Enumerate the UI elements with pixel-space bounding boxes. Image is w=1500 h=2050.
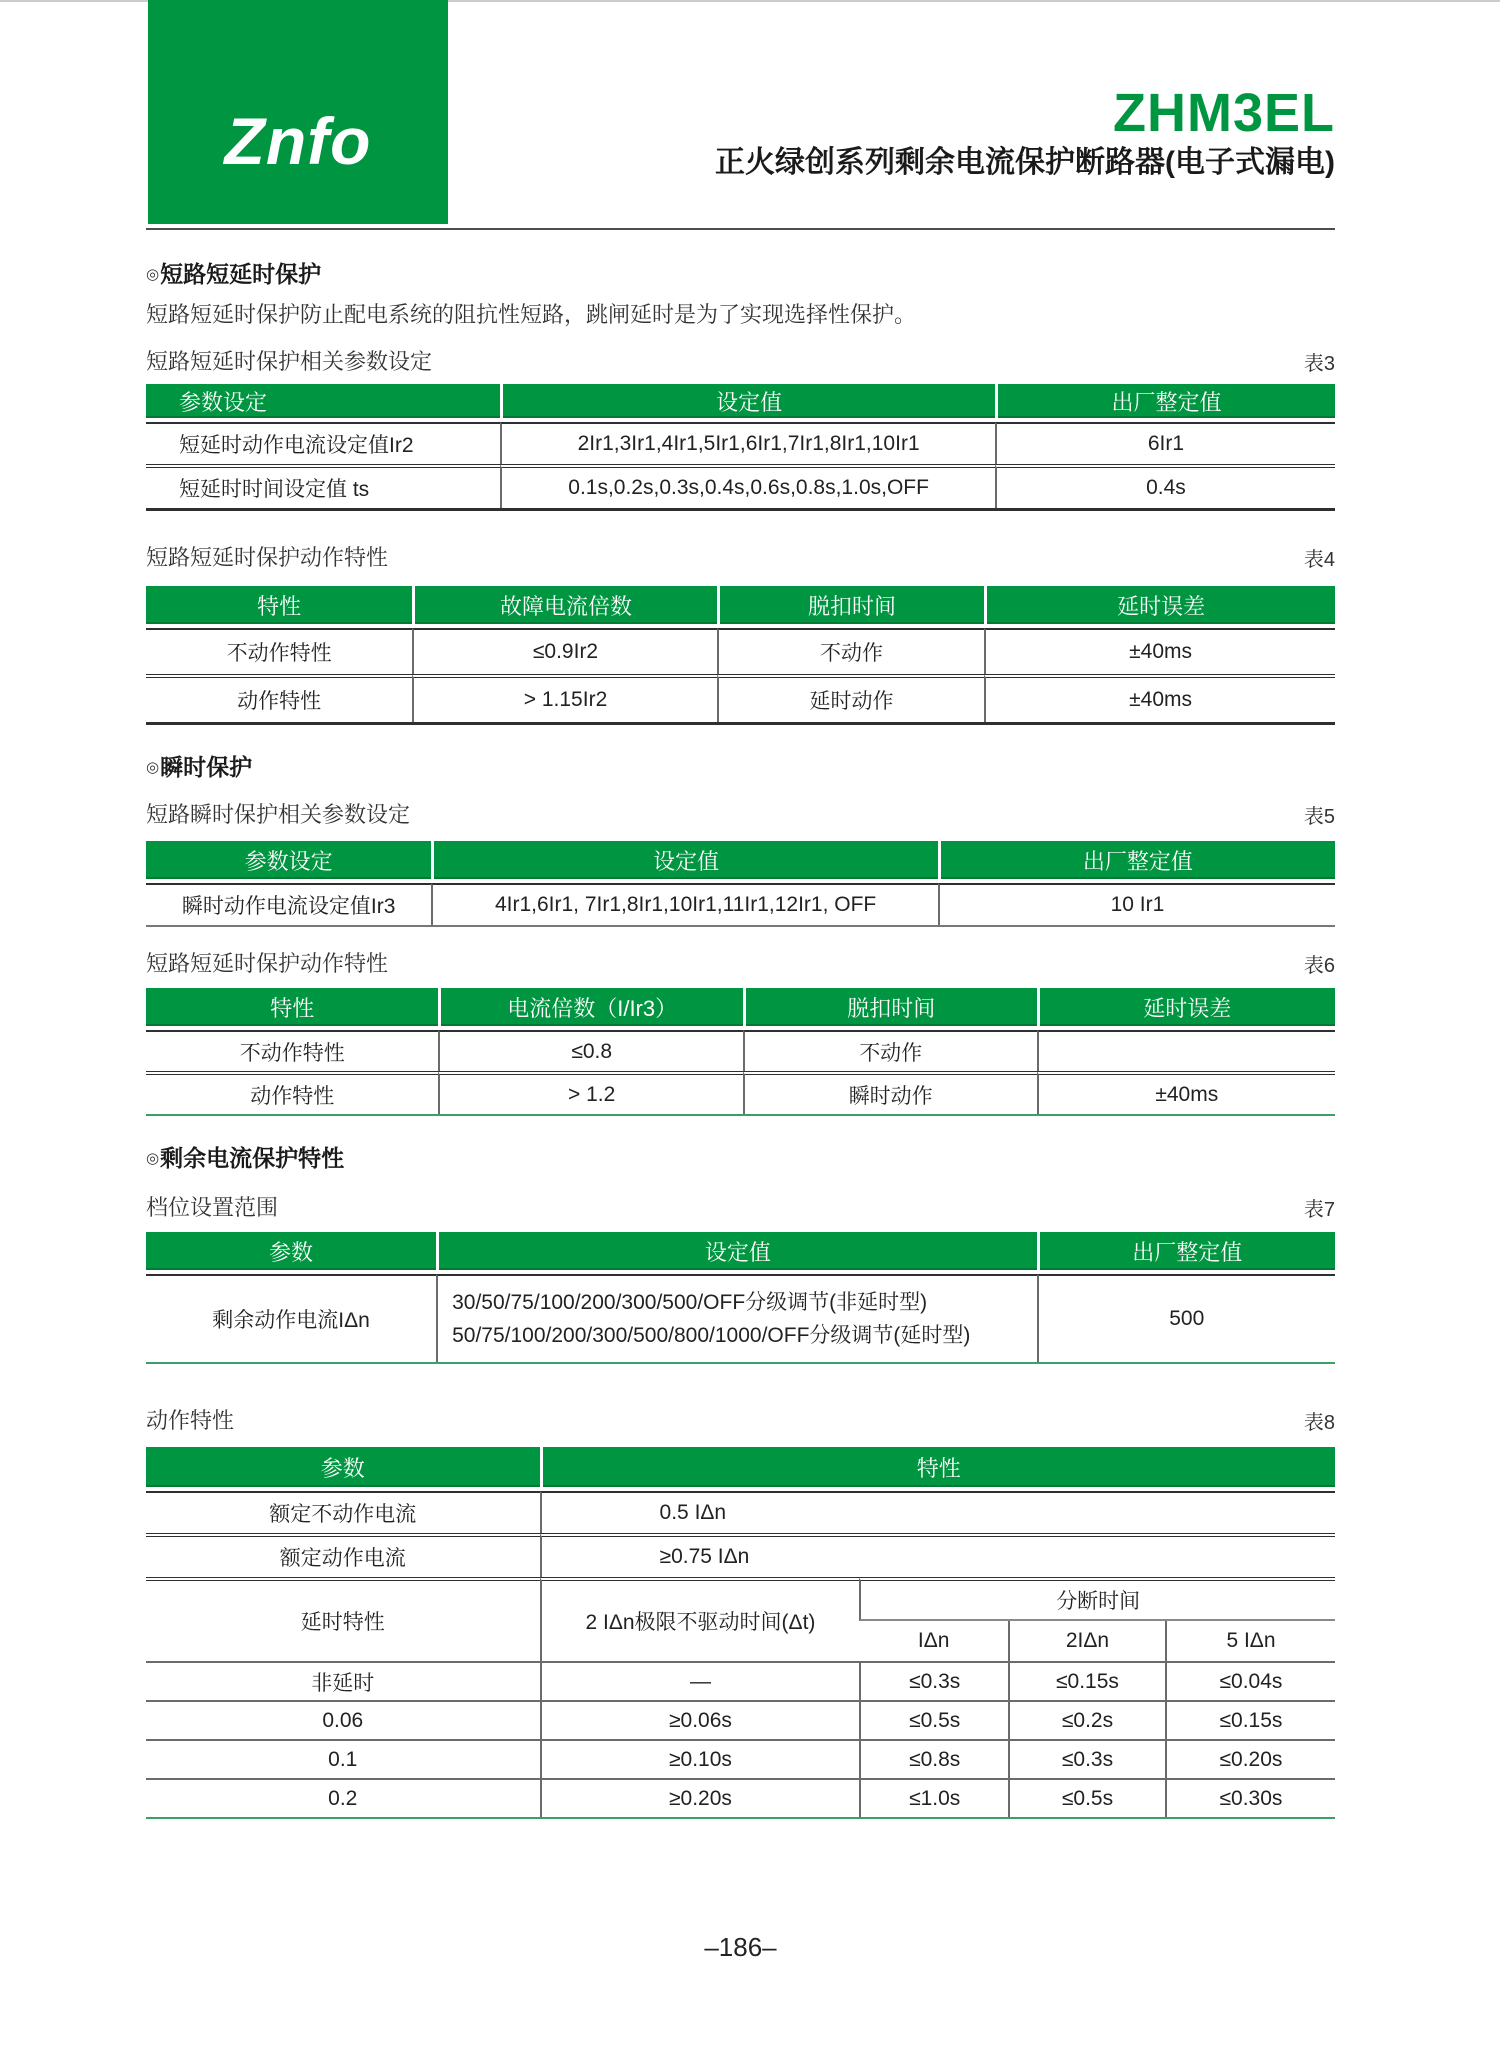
cell: ≤0.8 <box>438 1030 742 1071</box>
table-row <box>146 464 1335 508</box>
cell: ≤0.8s <box>859 1739 1008 1778</box>
brand-logo-text: Znfo <box>224 104 372 178</box>
cell <box>1037 1030 1335 1071</box>
section-heading-text: 短路短延时保护 <box>160 261 322 287</box>
header-cell: 设定值 <box>500 384 995 422</box>
table7-label: 档位设置范围 <box>146 1195 279 1220</box>
cell: 非延时 <box>146 1661 540 1700</box>
table4-tag: 表4 <box>1303 549 1335 571</box>
header-cell: 出厂整定值 <box>938 841 1335 883</box>
table-header-row <box>146 384 1335 422</box>
table-header-row <box>146 1447 1335 1491</box>
cell: 4Ir1,6Ir1, 7Ir1,8Ir1,10Ir1,11Ir1,12Ir1, OFF <box>431 883 938 925</box>
header-cell: 参数设定 <box>146 841 431 883</box>
cell: ≤0.15s <box>1165 1700 1335 1739</box>
header-cell: 设定值 <box>436 1232 1036 1274</box>
header-cell: 延时误差 <box>984 586 1335 628</box>
table-row <box>146 1491 1335 1533</box>
table7-tag: 表7 <box>1303 1199 1335 1221</box>
cell: 延时特性 <box>146 1577 540 1661</box>
table4-label-row <box>146 541 1335 572</box>
cell: 剩余动作电流IΔn <box>146 1274 436 1362</box>
brand-logo <box>148 0 448 224</box>
header-cell: 参数 <box>146 1232 436 1274</box>
table-row <box>146 1030 1335 1071</box>
table-header-row <box>146 1232 1335 1274</box>
cell: 0.5 IΔn <box>540 1491 1335 1533</box>
cell: 动作特性 <box>146 1071 438 1114</box>
table4-label: 短路短延时保护动作特性 <box>146 545 389 570</box>
cell: ≤0.15s <box>1008 1661 1165 1700</box>
table4-action-characteristics <box>146 586 1335 725</box>
cell: — <box>540 1661 860 1700</box>
cell: 短延时动作电流设定值Ir2 <box>146 422 500 464</box>
page-header <box>146 0 1335 230</box>
table-row <box>146 1071 1335 1114</box>
header-cell: 故障电流倍数 <box>412 586 716 628</box>
section-heading-short-delay <box>146 260 1335 289</box>
cell: 不动作特性 <box>146 1030 438 1071</box>
section-heading-text: 剩余电流保护特性 <box>160 1145 345 1171</box>
cell: 500 <box>1037 1274 1335 1362</box>
cell: ≤1.0s <box>859 1778 1008 1817</box>
table-row <box>146 1700 1335 1739</box>
cell: 6Ir1 <box>995 422 1335 464</box>
cell: 0.1 <box>146 1739 540 1778</box>
cell: 0.2 <box>146 1778 540 1817</box>
table5-tag: 表5 <box>1303 806 1335 828</box>
cell: 5 IΔn <box>1165 1621 1335 1661</box>
cell: 短延时时间设定值 ts <box>146 464 500 508</box>
bullet-icon: ◎ <box>146 266 160 283</box>
table-row <box>146 1778 1335 1817</box>
cell: 2Ir1,3Ir1,4Ir1,5Ir1,6Ir1,7Ir1,8Ir1,10Ir1 <box>500 422 995 464</box>
table-row <box>146 1661 1335 1700</box>
section-heading-text: 瞬时保护 <box>160 754 253 780</box>
cell: IΔn <box>859 1621 1008 1661</box>
table6-label: 短路短延时保护动作特性 <box>146 951 389 976</box>
table6-instant-characteristics <box>146 988 1335 1116</box>
bullet-icon: ◎ <box>146 1150 160 1167</box>
cell: ≥0.20s <box>540 1778 860 1817</box>
table5-label: 短路瞬时保护相关参数设定 <box>146 802 411 827</box>
header-cell: 出厂整定值 <box>995 384 1335 422</box>
cell: ≥0.75 IΔn <box>540 1533 1335 1577</box>
cell: 不动作 <box>717 628 985 674</box>
cell: 0.06 <box>146 1700 540 1739</box>
page-content <box>146 0 1335 1819</box>
cell: ≥0.10s <box>540 1739 860 1778</box>
table-header-row <box>146 988 1335 1030</box>
cell: 不动作 <box>743 1030 1037 1071</box>
table8-action-characteristics <box>146 1447 1335 1819</box>
table7-label-row <box>146 1191 1335 1222</box>
cell: > 1.15Ir2 <box>412 674 716 722</box>
table-row <box>146 628 1335 674</box>
setting-line-2: 50/75/100/200/300/500/800/1000/OFF分级调节(延时型) <box>452 1324 971 1347</box>
product-model-title: ZHM3EL <box>1113 83 1335 143</box>
header-cell: 特性 <box>146 586 412 628</box>
table-header-row <box>146 841 1335 883</box>
cell: ≤0.04s <box>1165 1661 1335 1700</box>
cell: 不动作特性 <box>146 628 412 674</box>
header-cell: 设定值 <box>431 841 938 883</box>
table8-label: 动作特性 <box>146 1408 235 1433</box>
cell: 瞬时动作电流设定值Ir3 <box>146 883 431 925</box>
table8-label-row <box>146 1404 1335 1435</box>
cell <box>436 1274 1036 1362</box>
cell: 10 Ir1 <box>938 883 1335 925</box>
table3-label-row <box>146 345 1335 376</box>
table-row <box>146 674 1335 722</box>
cell: ≤0.9Ir2 <box>412 628 716 674</box>
header-cell: 参数 <box>146 1447 540 1491</box>
setting-line-1: 30/50/75/100/200/300/500/OFF分级调节(非延时型) <box>452 1291 928 1314</box>
product-series-subtitle: 正火绿创系列剩余电流保护断路器(电子式漏电) <box>715 146 1335 179</box>
table3-label: 短路短延时保护相关参数设定 <box>146 349 433 374</box>
cell: ≤0.5s <box>859 1700 1008 1739</box>
cell: 2 IΔn极限不驱动时间(Δt) <box>540 1577 860 1661</box>
section-heading-instant <box>146 753 1335 782</box>
cell: 延时动作 <box>717 674 985 722</box>
section-description: 短路短延时保护防止配电系统的阻抗性短路，跳闸延时是为了实现选择性保护。 <box>146 302 917 327</box>
header-cell: 延时误差 <box>1037 988 1335 1030</box>
title-block <box>715 84 1335 184</box>
header-cell: 脱扣时间 <box>717 586 985 628</box>
header-cell: 参数设定 <box>146 384 500 422</box>
cell: 0.1s,0.2s,0.3s,0.4s,0.6s,0.8s,1.0s,OFF <box>500 464 995 508</box>
table5-instant-parameters <box>146 841 1335 927</box>
table3-parameters <box>146 384 1335 511</box>
cell: ≤0.3s <box>1008 1739 1165 1778</box>
cell: ≤0.2s <box>1008 1700 1165 1739</box>
table6-label-row <box>146 947 1335 978</box>
section-heading-residual <box>146 1144 1335 1173</box>
bullet-icon: ◎ <box>146 759 160 776</box>
table-row <box>146 883 1335 925</box>
cell: ≤0.3s <box>859 1661 1008 1700</box>
cell: ≤0.30s <box>1165 1778 1335 1817</box>
cell: 额定动作电流 <box>146 1533 540 1577</box>
table-header-row <box>146 586 1335 628</box>
header-cell: 特性 <box>540 1447 1335 1491</box>
table-row <box>146 1739 1335 1778</box>
header-cell: 脱扣时间 <box>743 988 1037 1030</box>
cell: ≤0.5s <box>1008 1778 1165 1817</box>
cell: > 1.2 <box>438 1071 742 1114</box>
table-row <box>146 1533 1335 1577</box>
cell: ≤0.20s <box>1165 1739 1335 1778</box>
table5-label-row <box>146 798 1335 829</box>
table8-tag: 表8 <box>1303 1412 1335 1434</box>
cell: 额定不动作电流 <box>146 1491 540 1533</box>
header-cell: 出厂整定值 <box>1037 1232 1335 1274</box>
cell: ±40ms <box>1037 1071 1335 1114</box>
cell: 2IΔn <box>1008 1621 1165 1661</box>
cell: ±40ms <box>984 628 1335 674</box>
cell: 0.4s <box>995 464 1335 508</box>
cell: ±40ms <box>984 674 1335 722</box>
header-cell: 特性 <box>146 988 438 1030</box>
table7-setting-range <box>146 1232 1335 1364</box>
table-row-delay-group <box>146 1577 1335 1621</box>
cell-group-header: 分断时间 <box>859 1577 1335 1621</box>
header-cell: 电流倍数（I/Ir3） <box>438 988 742 1030</box>
cell: 动作特性 <box>146 674 412 722</box>
table3-tag: 表3 <box>1303 353 1335 375</box>
cell: 瞬时动作 <box>743 1071 1037 1114</box>
page-number: –186– <box>704 1932 777 1962</box>
table-row <box>146 1274 1335 1362</box>
table6-tag: 表6 <box>1303 955 1335 977</box>
cell: ≥0.06s <box>540 1700 860 1739</box>
table-row <box>146 422 1335 464</box>
